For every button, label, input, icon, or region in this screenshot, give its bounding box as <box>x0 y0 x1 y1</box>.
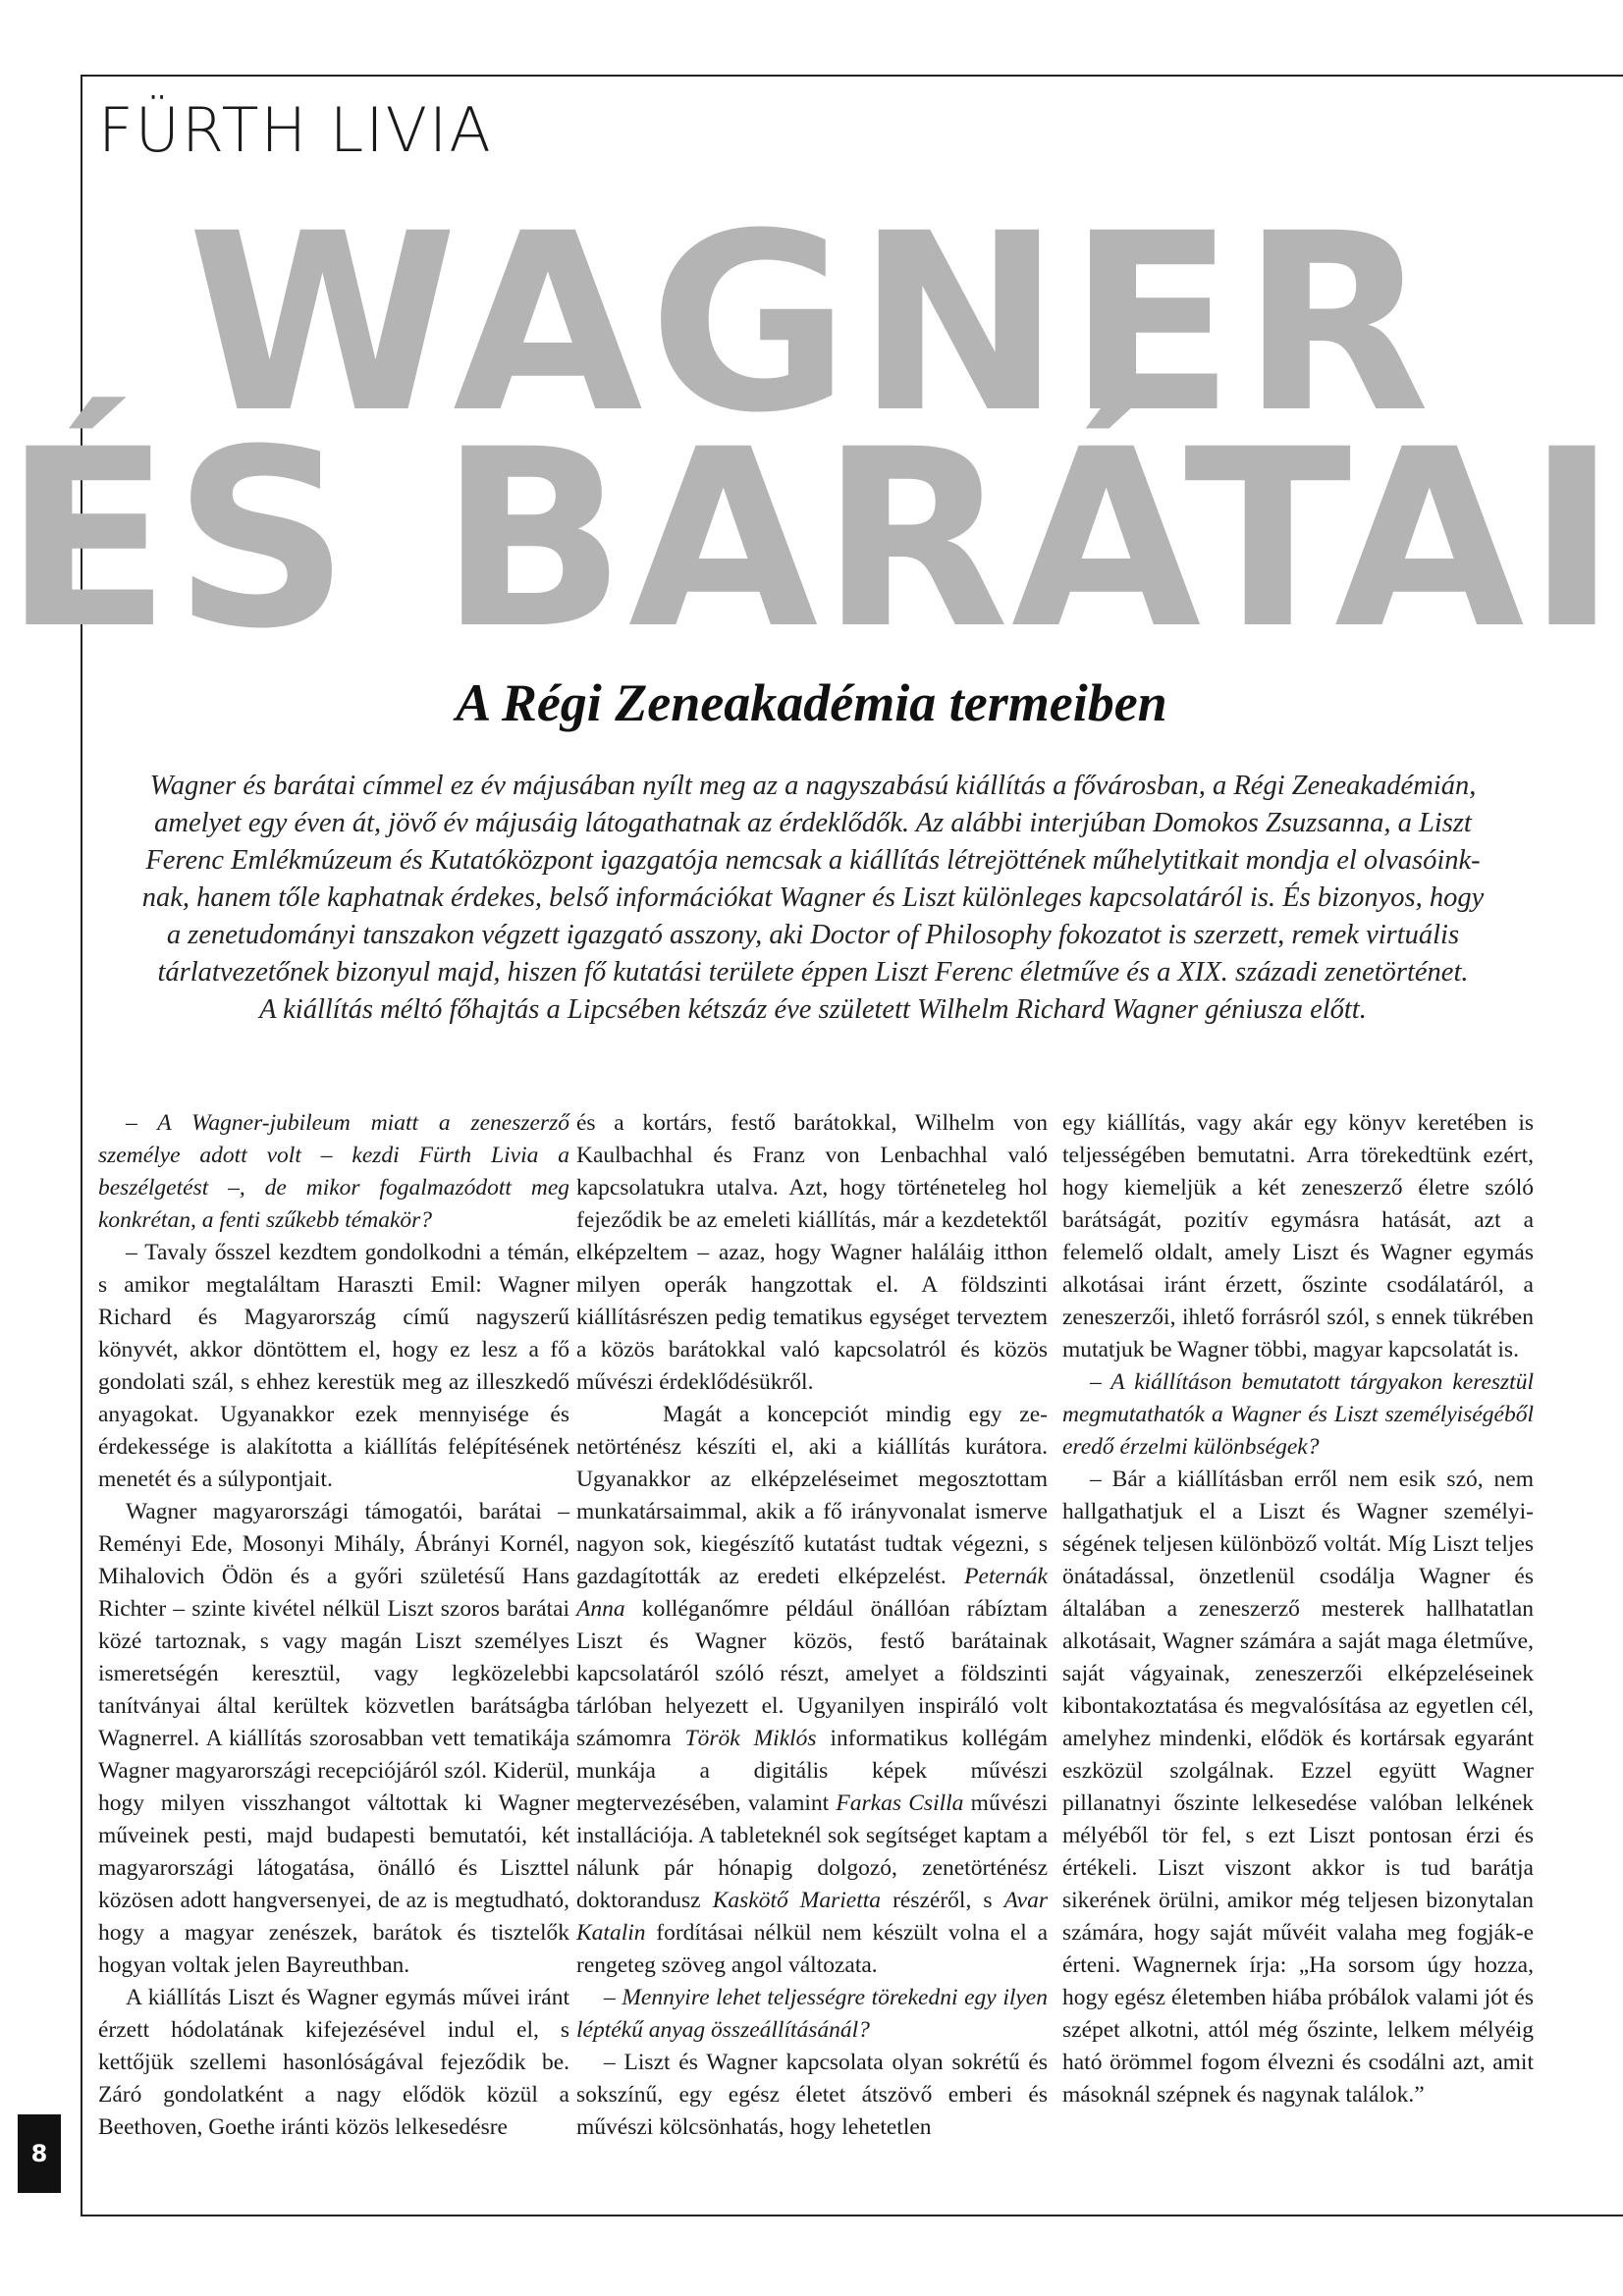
body-paragraph: Wagner magyarországi támogatói, barátai – Reményi Ede, Mosonyi Mihály, Ábrányi Kornél, Mihalovich Ödön és a győri születésű Hans Richter – szinte kivétel nélkül Liszt szoros barátai közé tartoznak, s vagy magán Liszt személyes ismeretségén keresztül, vagy legközelebbi tanítványai által kerültek közvetlen barátságba Wagnerrel. A kiállítás szorosabban vett tematikája Wagner magyarországi recepciójáról szól. Kiderül, hogy milyen visszhangot váltottak ki Wagner műveinek pesti, majd budapesti bemutatói, két magyarországi látogatása, önálló és Liszttel közösen adott hangversenyei, de az is megtudható, hogy a magyar zenészek, barátok és tisztelők hogyan voltak jelen Bayreuthban. <box>98 1499 569 1978</box>
lead-paragraph <box>106 768 1520 1029</box>
page-number: 8 <box>18 2114 61 2193</box>
person-name: Peternák Anna <box>576 1564 1048 1622</box>
text-column-1 <box>98 1107 569 2144</box>
lead-line: amelyet egy éven át, jövő év májusáig látogathatnak az érdeklődők. Az alábbi interjúban Domokos Zsuzsanna, a Liszt <box>154 808 1472 838</box>
body-paragraph: – Tavaly ősszel kezdtem gondolkodni a témán, s amikor megtaláltam Haraszti Emil: Wagner Richard és Magyarország című nagyszerű könyvét, akkor döntöttem el, hogy ez lesz a fő gondolati szál, s ehhez kerestük meg az illeszkedő anyagokat. Ugyanakkor ezek mennyisége és érdekessége is alakította a kiállítás felépítésének menetét és a súlypontjait. <box>98 1240 569 1492</box>
text-run: kolléganőmre például önállóan rábíztam Liszt és Wagner közös, festő barátainak kapcsolatáról szóló részt, amelyet a földszinti tárlóban helyezett el. Ugyanilyen inspiráló volt számomra <box>576 1596 1048 1751</box>
lead-line: Wagner és barátai címmel ez év májusában nyílt meg az a nagyszabású kiállítás a fővárosban, a Régi Zeneakadémián, <box>149 771 1477 801</box>
interview-question: – A kiállításon bemutatott tárgyakon keresztül megmutathatók a Wagner és Liszt személyiségéből eredő érzelmi különbségek? <box>1062 1369 1534 1460</box>
text-run: részéről, s <box>881 1888 1004 1913</box>
text-column-2 <box>576 1107 1048 2144</box>
person-name: Török Miklós <box>684 1726 817 1751</box>
frame-top-rule <box>81 75 1623 77</box>
text-run: Magát a koncepciót mindig egy zenetörténész készíti el, aki a kiállítás kurátora. Ugyanakkor az elképzeléseimet megosztottam munkatársaimmal, akik a fő irányvonalat ismerve nagyon sok, kiegészítő kutatást tudtak végezni, s gazdagították az eredeti elképzelést. <box>576 1402 1048 1589</box>
article-title-line-2: ÉS BARÁTAI <box>3 397 1620 682</box>
lead-line: A kiállítás méltó főhajtás a Lipcsében kétszáz éve született Wilhelm Richard Wagner géniusza előtt. <box>259 994 1367 1025</box>
body-paragraph: – Bár a kiállításban erről nem esik szó, nem hallgathatjuk el a Liszt és Wagner személyiségének teljesen különböző voltát. Míg Liszt teljes önátadással, önzetlenül csodálja Wagner és általában a zeneszerző mesterek hallhatatlan alkotásait, Wagner számára a saját maga életműve, saját vágyainak, zeneszerzői elképzeléseinek kibontakoztatása és megvalósítása az egyetlen cél, amelyhez mindenki, elődök és kortársak egyaránt eszközül szolgálnak. Ezzel együtt Wagner pillanatnyi őszinte lelkesedése valóban lelkének mélyéből tör fel, s ezt Liszt pontosan érzi és értékeli. Liszt viszont akkor is tud barátja sikerének örülni, amikor még teljesen bizonytalan számára, hogy saját művéit valaha meg fogják-e érteni. Wagnernek írja: „Ha sorsom úgy hozza, hogy egész életemben hiába próbálok valami jót és szépet alkotni, attól még őszinte, lelkem mélyéig ható örömmel fogom élvezni és csodálni azt, amit másoknál szépnek és nagynak találok.” <box>1062 1467 1534 2108</box>
person-name: Kaskötő Marietta <box>712 1888 882 1913</box>
interview-question: – A Wagner-jubileum miatt a zeneszerző személye adott volt – kezdi Fürth Livia a beszélgetést –, de mikor fogalmazódott meg konkrétan, a fenti szűkebb témakör? <box>98 1110 569 1233</box>
text-run: informatikus kollégám munkája a digitális képek művészi megtervezésében, valamint <box>576 1726 1048 1816</box>
interview-question: – Mennyire lehet teljességre törekedni egy ilyen léptékű anyag összeállításánál? <box>576 1985 1048 2043</box>
lead-line: tárlatvezetőnek bizonyul majd, hiszen fő kutatási területe éppen Liszt Ferenc életműve és a XIX. századi zenetörténet. <box>157 957 1469 988</box>
lead-line: Ferenc Emlékmúzeum és Kutatóközpont igazgatója nemcsak a kiállítás létrejöttének műhelytitkait mondja el olvasóink- <box>145 845 1481 876</box>
body-paragraph: és a kortárs, festő barátokkal, Wilhelm von Kaulbachhal és Franz von Lenbachhal való kapcsolatukra utalva. Azt, hogy történeteleg hol fejeződik be az emeleti kiállítás, már a kezdetektől elképzeltem – azaz, hogy Wagner haláláig itthon milyen operák hangzottak el. A földszinti kiállításrészen pedig tematikus egységet terveztem a közös barátokkal való kapcsolatról és közös művészi érdeklődésükről. <box>576 1110 1048 1395</box>
body-paragraph: egy kiállítás, vagy akár egy könyv keretében is teljességében bemutatni. Arra törekedtünk ezért, hogy kiemeljük a két zeneszerző életre szóló barátságát, pozitív egymásra hatását, azt a felemelő oldalt, amely Liszt és Wagner egymás alkotásai iránt érzett, őszinte csodálatáról, a zeneszerzői, ihlető forrásról szól, s ennek tükrében mutatjuk be Wagner többi, magyar kapcsolatát is. <box>1062 1110 1534 1362</box>
person-name: Farkas Csilla <box>836 1790 964 1816</box>
article-title-line-1: WAGNER <box>187 181 1436 466</box>
body-paragraph <box>576 1399 1048 1982</box>
body-paragraph: – Liszt és Wagner kapcsolata olyan sokrétű és sokszínű, egy egész életet átszövő emberi és művészi kölcsönhatás, hogy lehetetlen <box>576 2050 1048 2140</box>
article-subtitle: A Régi Zeneakadémia termeiben <box>456 673 1167 732</box>
text-run: művészi installációja. A tableteknél sok segítséget kaptam a nálunk pár hónapig dolgozó, zenetörténész doktorandusz <box>576 1790 1048 1913</box>
person-name: Avar Katalin <box>576 1888 1048 1946</box>
author-name: FÜRTH LIVIA <box>98 94 493 166</box>
lead-line: a zenetudományi tanszakon végzett igazgató asszony, aki Doctor of Philosophy fokozatot is szerzett, remek virtuális <box>166 920 1460 950</box>
text-run: fordításai nélkül nem készült volna el a rengeteg szöveg angol változata. <box>576 1920 1048 1978</box>
lead-line: nak, hanem tőle kaphatnak érdekes, belső információkat Wagner és Liszt különleges kapcsolatáról is. És bizonyos, hogy <box>141 882 1485 913</box>
body-paragraph: A kiállítás Liszt és Wagner egymás művei iránt érzett hódolatának kifejezésével indul el, s kettőjük szellemi hasonlóságával fejeződik be. Záró gondolatként a nagy elődök közül a Beethoven, Goethe iránti közös lelkesedésre <box>98 1985 569 2140</box>
frame-bottom-rule <box>81 2215 1623 2216</box>
text-column-3 <box>1062 1107 1534 2111</box>
